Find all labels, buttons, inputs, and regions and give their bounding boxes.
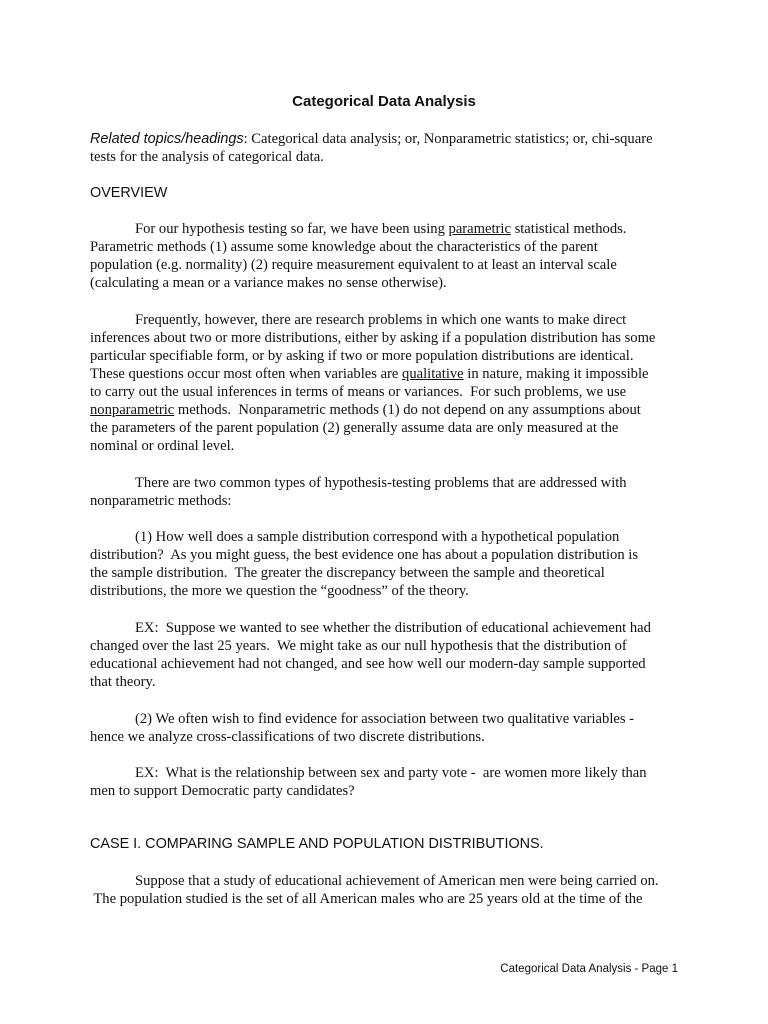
text-line: nominal or ordinal level.: [90, 438, 235, 454]
text-line: The population studied is the set of all American males who are 25 years old at the time of the: [90, 891, 643, 907]
related-topics: [90, 130, 682, 166]
text-line: particular specifiable form, or by asking if two or more population distributions are identical.: [90, 348, 634, 364]
text-line: men to support Democratic party candidates?: [90, 783, 355, 799]
text-line: hence we analyze cross-classifications of two discrete distributions.: [90, 729, 485, 745]
paragraph-type-one: [90, 528, 682, 600]
text-line: (1) How well does a sample distribution correspond with a hypothetical population: [135, 529, 620, 545]
text-line: (2) We often wish to find evidence for association between two qualitative variables -: [135, 711, 635, 727]
related-topics-label: Related topics/headings: [90, 131, 244, 147]
paragraph-nonparametric: [90, 311, 682, 455]
paragraph-two-types: [90, 474, 682, 510]
paragraph-example-one: [90, 619, 682, 691]
text-line: nonparametric methods:: [90, 493, 232, 509]
page-footer: Categorical Data Analysis - Page 1: [500, 963, 678, 975]
case-one-heading: CASE I. COMPARING SAMPLE AND POPULATION DISTRIBUTIONS.: [90, 836, 544, 852]
related-topics-text: : Categorical data analysis; or, Nonparametric statistics; or, chi-square: [243, 131, 653, 147]
overview-heading: OVERVIEW: [90, 185, 168, 201]
text-line: Frequently, however, there are research problems in which one wants to make direct: [135, 312, 627, 328]
text-line: to carry out the usual inferences in terms of means or variances. For such problems, we use: [90, 384, 627, 400]
paragraph-example-two: [90, 764, 682, 800]
text-run: For our hypothesis testing so far, we have been using: [135, 221, 449, 237]
text-line: changed over the last 25 years. We might take as our null hypothesis that the distribution of: [90, 638, 627, 654]
text-line: population (e.g. normality) (2) require measurement equivalent to at least an interval scale: [90, 257, 617, 273]
text-run: statistical methods.: [510, 221, 627, 237]
text-line: Suppose that a study of educational achievement of American men were being carried on.: [135, 873, 659, 889]
text-run: These questions occur most often when variables are: [90, 366, 403, 382]
text-line: that theory.: [90, 674, 156, 690]
text-line: Parametric methods (1) assume some knowledge about the characteristics of the parent: [90, 239, 598, 255]
paragraph-type-two: [90, 710, 682, 746]
text-line: There are two common types of hypothesis-testing problems that are addressed with: [135, 475, 627, 491]
text-run: in nature, making it impossible: [463, 366, 649, 382]
related-topics-text-2: tests for the analysis of categorical data.: [90, 149, 324, 165]
text-line: EX: What is the relationship between sex and party vote - are women more likely than: [135, 765, 647, 781]
paragraph-case-one: [90, 872, 682, 908]
paragraph-parametric: [90, 220, 682, 292]
term-parametric: parametric: [448, 221, 511, 237]
text-line: educational achievement had not changed, and see how well our modern-day sample supported: [90, 656, 646, 672]
text-line: (calculating a mean or a variance makes no sense otherwise).: [90, 275, 447, 291]
document-title: Categorical Data Analysis: [292, 93, 476, 110]
text-line: distributions, the more we question the “goodness” of the theory.: [90, 583, 469, 599]
text-line: distribution? As you might guess, the best evidence one has about a population distribution is: [90, 547, 639, 563]
term-qualitative: qualitative: [402, 366, 464, 382]
text-line: the sample distribution. The greater the discrepancy between the sample and theoretical: [90, 565, 605, 581]
text-line: the parameters of the parent population (2) generally assume data are only measured at the: [90, 420, 619, 436]
term-nonparametric: nonparametric: [90, 402, 175, 418]
text-line: inferences about two or more distributions, either by asking if a population distribution has some: [90, 330, 656, 346]
text-run: methods. Nonparametric methods (1) do not depend on any assumptions about: [174, 402, 641, 418]
text-line: EX: Suppose we wanted to see whether the distribution of educational achievement had: [135, 620, 651, 636]
